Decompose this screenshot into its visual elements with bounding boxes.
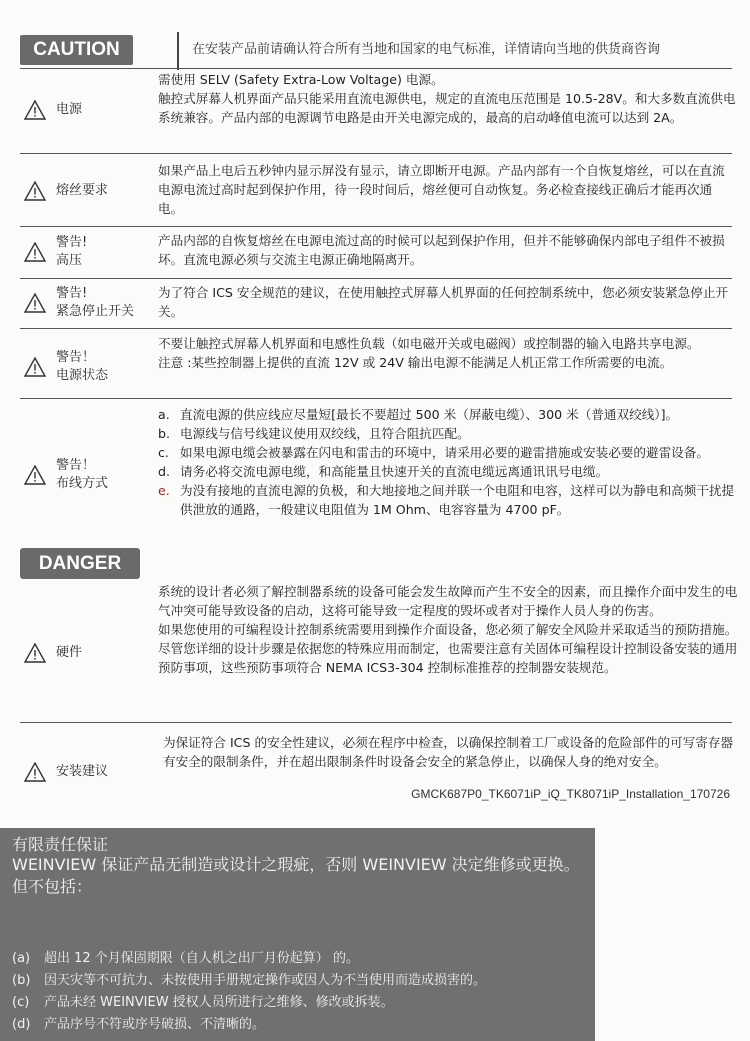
row-label-text: 电源 [56,102,83,117]
row-wiring-label [24,457,108,493]
divider [20,68,732,69]
list-item [158,443,738,462]
row-estop-text [158,283,736,321]
list-item [158,481,738,519]
list-text: 直流电源的供应线应尽量短[最长不要超过 500 米（屏蔽电缆）、300 米（普通双绞线）]。 [180,407,679,422]
row-power-text [158,70,736,127]
row-fuse-label [24,181,108,201]
divider [177,32,179,70]
list-text: 因天灾等不可抗力、未按使用手册规定操作或因人为不当使用而造成损害的。 [44,973,487,988]
warning-icon [24,242,46,262]
row-powerstate-text [158,334,736,372]
row-hardware-label [24,643,82,663]
paragraph: 如果产品上电后五秒钟内显示屏没有显示，请立即断开电源。产品内部有一个自恢复熔丝，可以在直流电源电流过高时起到保护作用，待一段时间后，熔丝便可自动恢复。务必检查接线正确后才能再次通电。 [158,163,725,216]
warning-icon [24,643,46,663]
paragraph: 如果您使用的可编程设计控制系统需要用到操作介面设备，您必须了解安全风险并采取适当的预防措施。尽管您详细的设计步骤是依据您的特殊应用而制定，也需要注意有关固体可编程设计控制设备安装的通用预防事项，这些预防事项符合 NEMA ICS3-304 控制标准推荐的控制器安装规范。 [158,622,738,675]
list-letter: (c) [12,995,30,1010]
divider [20,328,732,329]
list-item [158,405,738,424]
list-letter: a. [158,407,170,422]
paragraph: 注意 :某些控制器上提供的直流 12V 或 24V 输出电源不能满足人机正常工作所需要的电流。 [158,355,673,370]
row-label-text: 电源状态 [56,368,109,383]
label-stack [56,457,108,493]
row-label-text: 安装建议 [56,764,109,779]
list-text: 产品未经 WEINVIEW 授权人员所进行之维修、修改或拆装。 [44,995,394,1010]
row-highvoltage-text [158,231,736,269]
wiring-list [158,405,738,519]
divider [20,722,732,723]
warning-icon [24,357,46,377]
row-hardware-text [158,582,738,677]
list-letter: b. [158,426,170,441]
list-letter: c. [158,445,169,460]
list-text: 电源线与信号线建议使用双绞线，且符合阻抗匹配。 [180,426,470,441]
row-label-text: 高压 [56,253,83,268]
divider [20,226,732,227]
row-estop-label [24,285,134,321]
label-stack [56,234,87,270]
list-text: 如果电源电缆会被暴露在闪电和雷击的环境中，请采用必要的避雷措施或安装必要的避雷设备。 [180,445,709,460]
row-install-text [163,733,738,771]
row-label-text: 硬件 [56,645,83,660]
list-item [12,1014,486,1036]
list-letter: (a) [12,951,31,966]
label-stack [56,349,108,385]
list-text: 产品序号不符或序号破损、不清晰的。 [44,1017,266,1032]
list-item [12,948,486,970]
row-label-text: 布线方式 [56,476,109,491]
danger-badge: DANGER [20,548,140,579]
row-power-label [24,100,82,120]
list-letter: e. [158,483,170,498]
row-powerstate-label [24,349,108,385]
paragraph: 但不包括： [12,877,93,896]
list-item [158,424,738,443]
warning-icon [24,181,46,201]
row-label-text: 警告! [56,235,88,250]
paragraph: 不要让触控式屏幕人机界面和电感性负载（如电磁开关或电磁阀）或控制器的输入电路共享电源。 [158,336,700,351]
warranty-title: 有限责任保证 [12,835,109,854]
row-label-text: 警告！ [56,458,96,473]
paragraph: 需使用 SELV (Safety Extra-Low Voltage) 电源。 [158,72,444,87]
list-item [12,970,486,992]
list-letter: d. [158,464,170,479]
list-text: 超出 12 个月保固期限（自人机之出厂月份起算） 的。 [44,951,359,966]
divider [20,398,732,399]
document-code: GMCK687P0_TK6071iP_iQ_TK8071iP_Installation_170726 [411,787,730,801]
list-item [12,992,486,1014]
caution-note: 在安装产品前请确认符合所有当地和国家的电气标准，详情请向当地的供货商咨询 [192,42,661,57]
row-label-text: 警告! [56,286,88,301]
warranty-list [12,948,486,1036]
warning-icon [24,293,46,313]
warning-icon [24,762,46,782]
warning-icon [24,100,46,120]
paragraph: 为了符合 ICS 安全规范的建议，在使用触控式屏幕人机界面的任何控制系统中，您必须安装紧急停止开关。 [158,285,729,319]
row-highvoltage-label [24,234,87,270]
list-letter: (b) [12,973,31,988]
row-label-text: 熔丝要求 [56,183,109,198]
divider [20,153,732,154]
paragraph: 触控式屏幕人机界面产品只能采用直流电源供电，规定的直流电压范围是 10.5-28V。和大多数直流供电系统兼容。产品内部的电源调节电路是由开关电源完成的，最高的启动峰值电流可以达到 2A。 [158,91,736,125]
paragraph: 为保证符合 ICS 的安全性建议，必须在程序中检查，以确保控制着工厂或设备的危险部件的可写寄存器有安全的限制条件，并在超出限制条件时设备会安全的紧急停止，以确保人身的绝对安全。 [163,735,734,769]
warranty-body [12,854,587,898]
row-label-text: 警告！ [56,350,96,365]
paragraph: 系统的设计者必须了解控制器系统的设备可能会发生故障而产生不安全的因素，而且操作介面中发生的电气冲突可能导致设备的启动，这将可能导致一定程度的毁坏或者对于操作人员人身的伤害。 [158,584,738,618]
list-letter: (d) [12,1017,31,1032]
paragraph: 产品内部的自恢复熔丝在电源电流过高的时候可以起到保护作用，但并不能够确保内部电子组件不被损坏。直流电源必须与交流主电源正确地隔离开。 [158,233,725,267]
row-fuse-text [158,161,736,218]
list-text: 请务必将交流电源电缆，和高能量且快速开关的直流电缆远离通讯讯号电缆。 [180,464,609,479]
caution-badge: CAUTION [20,35,133,65]
label-stack [56,285,134,321]
row-label-text: 紧急停止开关 [56,304,135,319]
paragraph: WEINVIEW 保证产品无制造或设计之瑕疵，否则 WEINVIEW 决定维修或更换。 [12,855,580,874]
warning-icon [24,465,46,485]
list-item [158,462,738,481]
divider [20,278,732,279]
warranty-panel [0,828,595,1041]
row-install-label [24,762,108,782]
list-text: 为没有接地的直流电源的负极，和大地接地之间并联一个电阻和电容，这样可以为静电和高频干扰提供泄放的通路，一般建议电阻值为 1M Ohm、电容容量为 4700 pF。 [180,483,735,517]
